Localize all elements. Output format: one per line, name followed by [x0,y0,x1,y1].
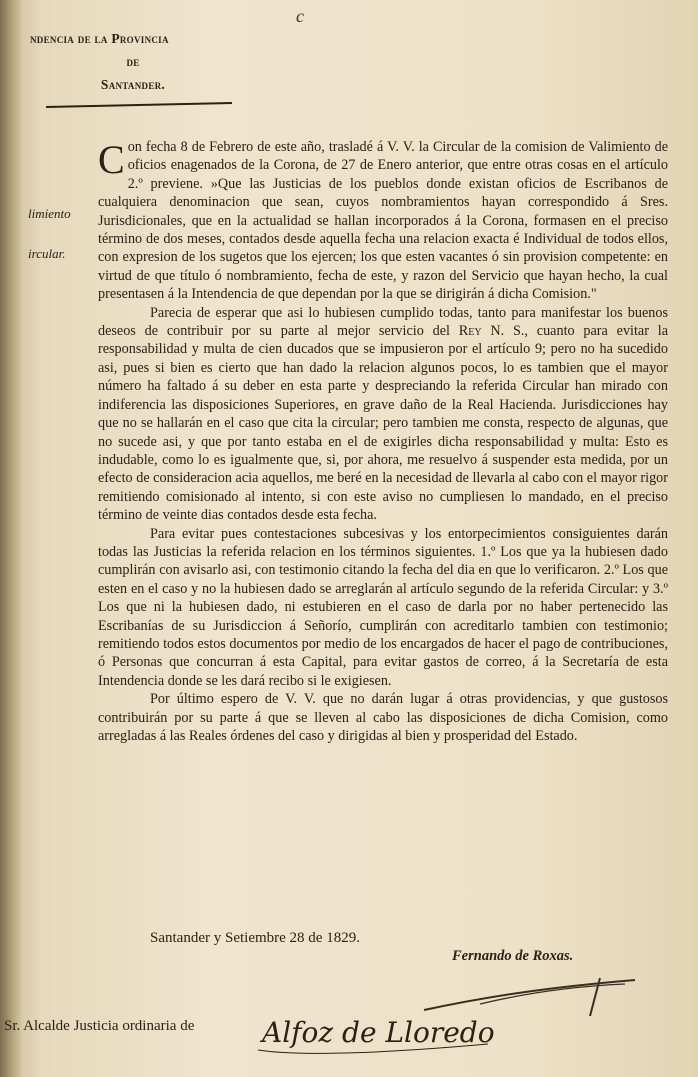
signature: Fernando de Roxas. [452,948,574,964]
margin-note-1: limiento [28,206,71,221]
paragraph-1 [98,138,668,304]
drop-cap: C [98,137,125,182]
margin-notes [28,194,71,274]
margin-note-2: ircular. [28,246,66,261]
header-line-2: de [126,53,140,69]
paragraph-2-text-b: N. S., cuanto para evitar la responsabilidad y multa de cien ducados que se impusieron por el artículo 9; pero no ha sucedido asi, pues si bien es cierto que han dado la relacion algunos pocos, lo es tambien que el mayor número ha faltado á su deber en esta parte y despreciando la referida Circular han mirado con indiferencia las disposiciones Superiores, en grave daño de la Real Hacienda. Jurisdicciones hay que no se hallarán en el caso que cita la circular; pero tambien me consta, respecto de algunas, que no sucede asi, y que por tanto estaba en el de exigirles dicha responsabilidad y multa: Esto es indudable, como lo es igualmente que, si, por ahora, me resuelvo á suspender esta medida, por un efecto de consideracion acia aquellos, me beré en la necesidad de llevarla al cabo con el mayor rigor remitiendo comisionado al intento, si con este aviso no cumpliesen lo mandado, en el preciso término de veinte dias contados desde esta fecha. [98,323,668,524]
book-spine-edge [0,0,22,1077]
paragraph-1-text: on fecha 8 de Febrero de este año, trasladé á V. V. la Circular de la comision de Valimiento de oficios enagenados de la Corona, de 27 de Enero anterior, que entre otras cosas en el artículo 2.º previene. »Que las Justicias de los pueblos donde existan oficios de Escribanos de cualquiera denominacion que sean, cuyos nombramientos hayan correspondido á Sres. Jurisdicionales, que en la actualidad se hallan incorporados á la Corona, formasen en el preciso término de dos meses, contados desde aquella fecha una relacion exacta é Individual de todos ellos, con expresion de los sugetos que los ejercen; los que esten vacantes ó sin provision competente: en virtud de que título ó nombramiento, fecha de este, y razon del Servicio que hayan hecho, la cual presentasen á la Intendencia de que dependan por la que se dirigirán á dicha Comision." [98,139,668,303]
paragraph-2-text-a: Parecia de esperar que asi lo hubiesen cumplido todas, tanto para manifestar los buenos deseos de contribuir por su parte al mejor servicio del [98,304,668,340]
page-mark: c [296,6,304,26]
paragraph-4: Por último espero de V. V. que no darán lugar á otras providencias, y que gustosos contribuirán por su parte á que se lleven al cabo las disposiciones de dicha Comision, como arregladas á las Reales órdenes del caso y dirigidas al bien y prosperidad del Estado. [98,691,668,744]
header-line-1: ndencia de la Provincia [30,31,169,46]
header-line-3: Santander. [100,76,166,92]
paragraph-2-rey: Rey [458,323,482,340]
addressee-line: Sr. Alcalde Justicia ordinaria de [4,1018,195,1034]
intendencia-header [30,28,236,97]
header-rule [46,102,232,108]
svg-text:Alfoz de Lloredo: Alfoz de Lloredo [262,1016,495,1049]
circular-body [98,138,668,745]
handwritten-place-name [256,1000,496,1060]
paragraph-2 [98,304,668,525]
signoff-date: Santander y Setiembre 28 de 1829. [150,930,360,946]
paragraph-3: Para evitar pues contestaciones subcesivas y los entorpecimientos consiguientes darán todas las Justicias la referida relacion en los términos siguientes. 1.º Los que ya la hubiesen dado cumplirán con avisarlo asi, con testimonio citando la fecha del dia en que lo verificaron. 2.º Los que esten en el caso y no la hubiesen dado se arreglarán al artículo segundo de la referida Circular: y 3.º Los que ni la hubiesen dado, ni estubieren en el caso de darla por no haber pertenecido las Escribanías de su Jurisdiccion á Señorío, cumplirán con acreditarlo tambien con testimonio; remitiendo todos estos documentos por medio de los encargados de hacer el pago de contribuciones, ó Personas que concurran á esta Capital, para evitar gastos de correo, á la Secretaría de esta Intendencia donde se les dará recibo si le exigiesen. [98,525,668,689]
